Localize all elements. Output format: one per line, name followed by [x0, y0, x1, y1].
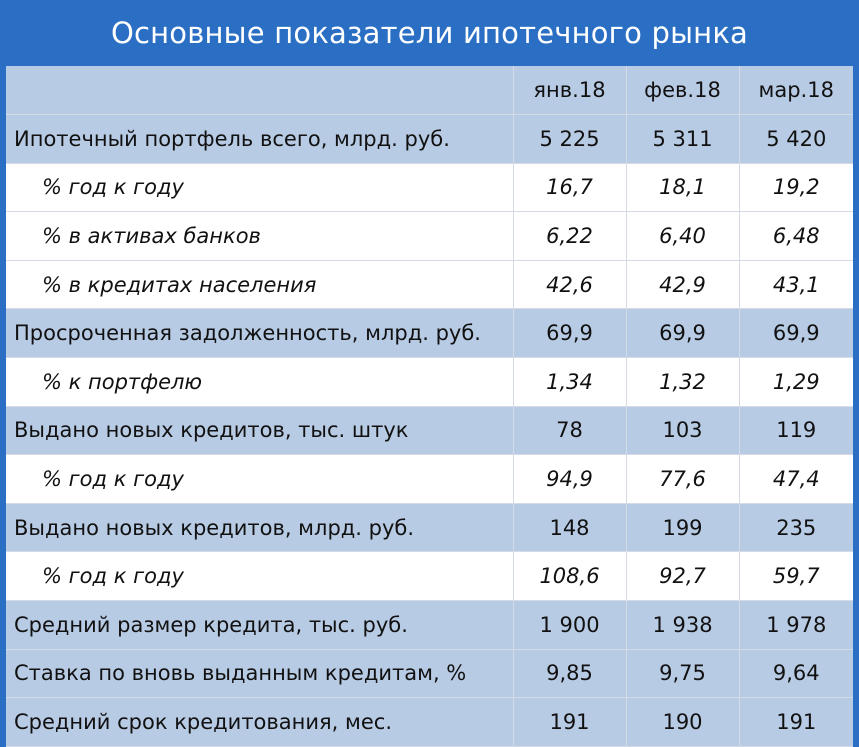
row-value: 103 — [626, 406, 739, 455]
table-row — [6, 503, 853, 552]
row-value: 1,29 — [739, 357, 853, 406]
indicators-table — [6, 66, 853, 747]
row-label: Выдано новых кредитов, млрд. руб. — [6, 503, 513, 552]
row-value: 19,2 — [739, 163, 853, 212]
table-row — [6, 600, 853, 649]
row-value: 5 311 — [626, 115, 739, 164]
header-cell-feb: фев.18 — [626, 66, 739, 115]
table-row — [6, 212, 853, 261]
row-label: Просроченная задолженность, млрд. руб. — [6, 309, 513, 358]
table-row — [6, 649, 853, 698]
row-value: 235 — [739, 503, 853, 552]
header-cell-mar: мар.18 — [739, 66, 853, 115]
row-value: 6,48 — [739, 212, 853, 261]
row-value: 199 — [626, 503, 739, 552]
row-value: 5 225 — [513, 115, 626, 164]
row-value: 1,34 — [513, 357, 626, 406]
row-value: 94,9 — [513, 455, 626, 504]
row-value: 42,6 — [513, 260, 626, 309]
row-value: 5 420 — [739, 115, 853, 164]
row-value: 47,4 — [739, 455, 853, 504]
row-value: 18,1 — [626, 163, 739, 212]
row-value: 1 978 — [739, 600, 853, 649]
row-value: 69,9 — [626, 309, 739, 358]
row-label: % год к году — [6, 552, 513, 601]
row-value: 6,40 — [626, 212, 739, 261]
row-value: 108,6 — [513, 552, 626, 601]
row-label: % год к году — [6, 163, 513, 212]
row-value: 69,9 — [739, 309, 853, 358]
row-value: 190 — [626, 698, 739, 747]
row-value: 77,6 — [626, 455, 739, 504]
row-label: Ипотечный портфель всего, млрд. руб. — [6, 115, 513, 164]
row-value: 16,7 — [513, 163, 626, 212]
row-value: 119 — [739, 406, 853, 455]
table-row — [6, 163, 853, 212]
table-row — [6, 455, 853, 504]
row-value: 9,64 — [739, 649, 853, 698]
table-row — [6, 309, 853, 358]
row-value: 69,9 — [513, 309, 626, 358]
row-value: 191 — [513, 698, 626, 747]
row-label: Выдано новых кредитов, тыс. штук — [6, 406, 513, 455]
table-body — [6, 66, 853, 746]
row-label: % к портфелю — [6, 357, 513, 406]
table-header-row — [6, 66, 853, 115]
row-value: 9,85 — [513, 649, 626, 698]
row-label: % год к году — [6, 455, 513, 504]
table-row — [6, 552, 853, 601]
table-row — [6, 260, 853, 309]
row-value: 6,22 — [513, 212, 626, 261]
row-value: 191 — [739, 698, 853, 747]
row-label: Средний размер кредита, тыс. руб. — [6, 600, 513, 649]
row-label: Ставка по вновь выданным кредитам, % — [6, 649, 513, 698]
row-value: 42,9 — [626, 260, 739, 309]
page-title: Основные показатели ипотечного рынка — [0, 0, 859, 66]
row-value: 59,7 — [739, 552, 853, 601]
table-row — [6, 357, 853, 406]
row-value: 78 — [513, 406, 626, 455]
row-value: 43,1 — [739, 260, 853, 309]
table-row — [6, 115, 853, 164]
row-label: % в активах банков — [6, 212, 513, 261]
row-value: 1,32 — [626, 357, 739, 406]
header-cell-jan: янв.18 — [513, 66, 626, 115]
row-value: 92,7 — [626, 552, 739, 601]
header-cell-label — [6, 66, 513, 115]
table-row — [6, 406, 853, 455]
row-value: 1 938 — [626, 600, 739, 649]
row-label: % в кредитах населения — [6, 260, 513, 309]
table-row — [6, 698, 853, 747]
row-value: 1 900 — [513, 600, 626, 649]
row-value: 148 — [513, 503, 626, 552]
row-value: 9,75 — [626, 649, 739, 698]
row-label: Средний срок кредитования, мес. — [6, 698, 513, 747]
